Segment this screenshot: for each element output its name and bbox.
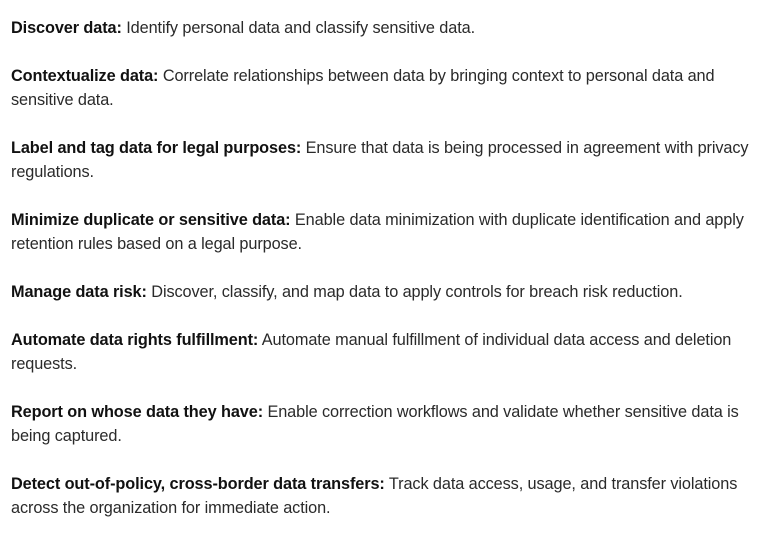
list-item-manage-data-risk [11, 280, 765, 304]
item-description: Discover, classify, and map data to apply controls for breach risk reduction. [151, 283, 683, 301]
list-item-minimize-duplicate-data [11, 208, 765, 256]
item-title: Label and tag data for legal purposes: [11, 139, 302, 157]
list-item-detect-cross-border-transfers [11, 472, 765, 520]
item-title: Minimize duplicate or sensitive data: [11, 211, 291, 229]
item-description: Ensure that data is being processed in agreement with privacy regulations. [11, 139, 749, 181]
item-description: Track data access, usage, and transfer violations across the organization for immediate action. [11, 475, 738, 517]
list-item-discover-data [11, 16, 765, 40]
capability-list [11, 16, 765, 544]
list-item-report-on-data [11, 400, 765, 448]
item-title: Discover data: [11, 19, 122, 37]
item-title: Automate data rights fulfillment: [11, 331, 259, 349]
list-item-automate-data-rights [11, 328, 765, 376]
item-description: Enable data minimization with duplicate identification and apply retention rules based on a legal purpose. [11, 211, 744, 253]
item-title: Detect out-of-policy, cross-border data transfers: [11, 475, 385, 493]
item-title: Contextualize data: [11, 67, 159, 85]
list-item-contextualize-data [11, 64, 765, 112]
item-description: Enable correction workflows and validate whether sensitive data is being captured. [11, 403, 739, 445]
list-item-label-and-tag-data [11, 136, 765, 184]
item-title: Manage data risk: [11, 283, 147, 301]
item-title: Report on whose data they have: [11, 403, 264, 421]
item-description: Correlate relationships between data by bringing context to personal data and sensitive data. [11, 67, 715, 109]
item-description: Automate manual fulfillment of individual data access and deletion requests. [11, 331, 732, 373]
item-description: Identify personal data and classify sensitive data. [126, 19, 476, 37]
